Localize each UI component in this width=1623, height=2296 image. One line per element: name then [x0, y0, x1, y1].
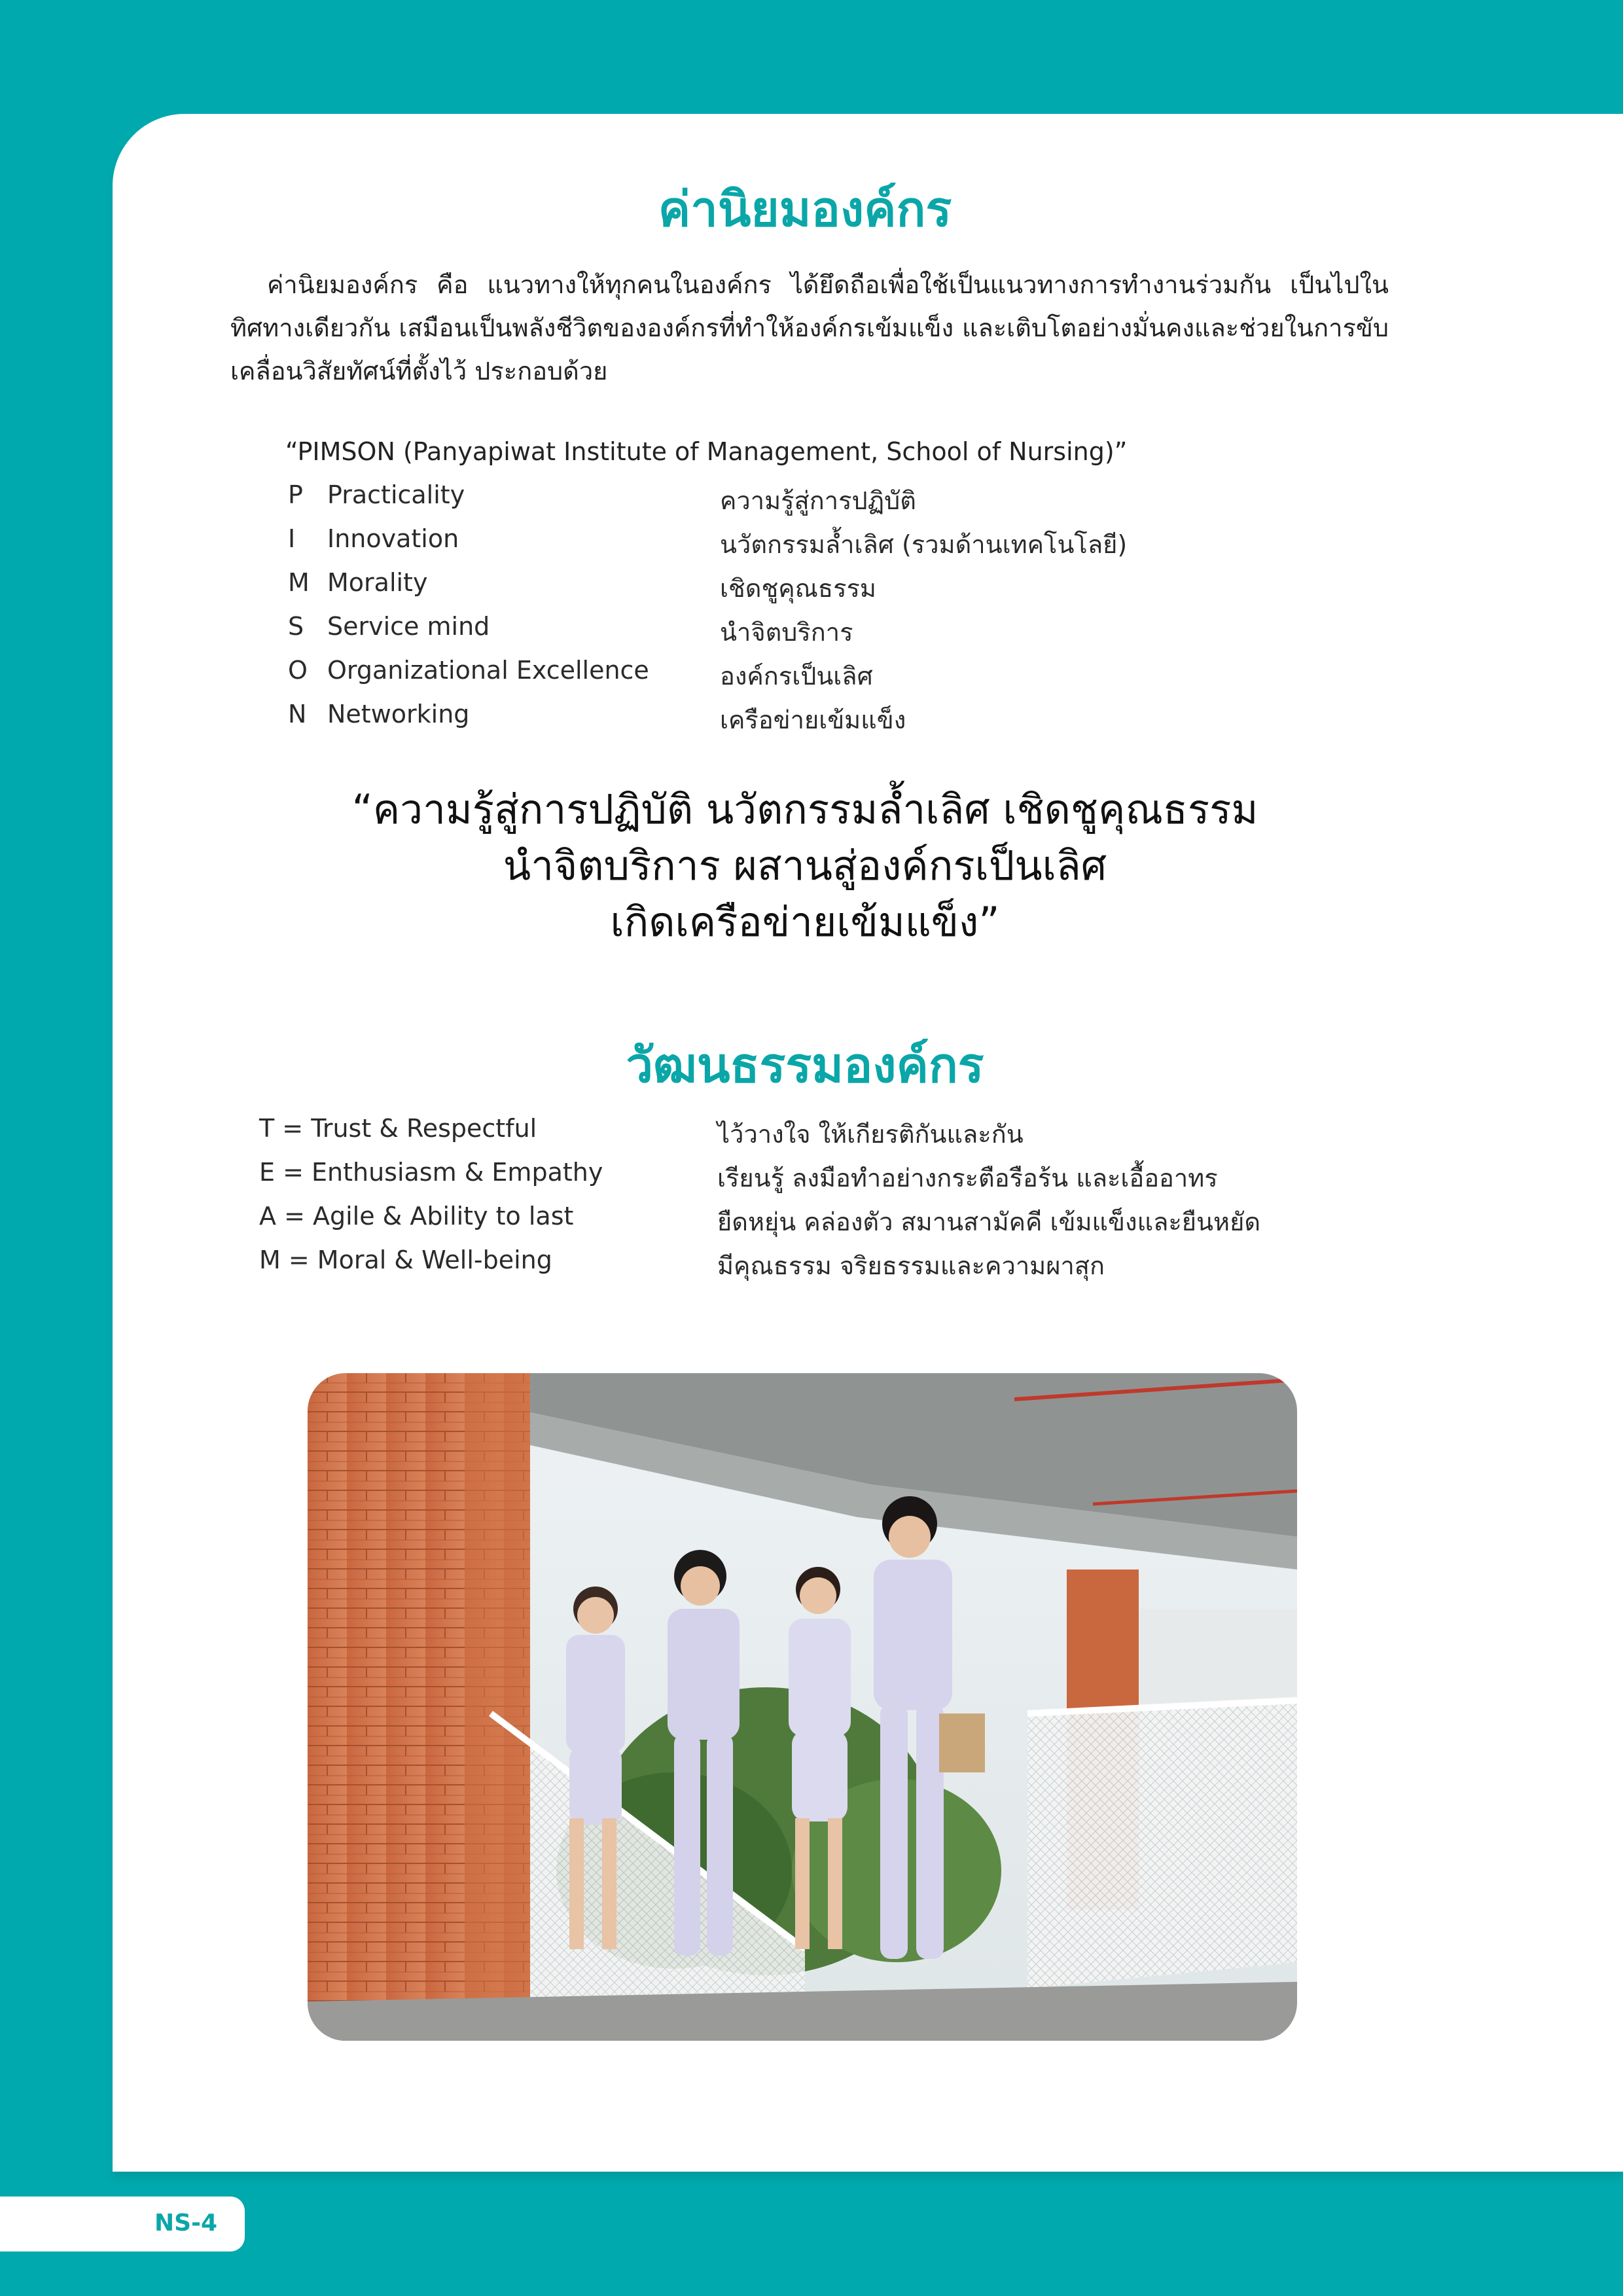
pimson-row-s — [288, 612, 1204, 656]
culture-thai: ไว้วางใจ ให้เกียรติกันและกัน — [717, 1120, 1024, 1149]
pimson-term: Organizational Excellence — [327, 656, 649, 685]
culture-row-t — [259, 1114, 1306, 1158]
pimson-term: Innovation — [327, 524, 459, 553]
pimson-thai: ความรู้สู่การปฏิบัติ — [720, 486, 916, 515]
pimson-thai: นำจิตบริการ — [720, 618, 853, 647]
pimson-thai: นวัตกรรมล้ำเลิศ (รวมด้านเทคโนโลยี) — [720, 530, 1128, 559]
culture-term: M = Moral & Well-being — [259, 1246, 552, 1274]
values-intro-paragraph: ค่านิยมองค์กร คือ แนวทางให้ทุกคนในองค์กร ได้ยึดถือเพื่อใช้เป็นแนวทางการทำงานร่วมกัน เป็นไปในทิศทางเดียวกัน เสมือนเป็นพลังชีวิตขององค์กรที่ทำให้องค์กรเข้มแข็ง และเติบโตอย่างมั่นคงและช่วยในการขับเคลื่อนวิสัยทัศน์ที่ตั้งไว้ ประกอบด้วย — [230, 270, 1389, 386]
pimson-term: Morality — [327, 568, 428, 597]
culture-row-e — [259, 1158, 1306, 1202]
motto-line: เกิดเครือข่ายเข้มแข็ง” — [610, 898, 1000, 946]
pimson-row-m — [288, 568, 1204, 612]
culture-thai: ยืดหยุ่น คล่องตัว สมานสามัคคี เข้มแข็งและยืนหยัด — [717, 1208, 1261, 1236]
culture-list — [259, 1114, 1306, 1289]
pimson-letter: I — [288, 524, 296, 553]
motto-line: นำจิตบริการ ผสานสู่องค์กรเป็นเลิศ — [503, 842, 1107, 889]
page-number: NS-4 — [154, 2210, 218, 2236]
pimson-term: Networking — [327, 700, 470, 728]
pimson-row-i — [288, 524, 1204, 568]
pimson-letter: M — [288, 568, 310, 597]
pimson-term: Service mind — [327, 612, 490, 641]
pimson-thai: องค์กรเป็นเลิศ — [720, 662, 873, 691]
pimson-thai: เครือข่ายเข้มแข็ง — [720, 706, 906, 734]
pimson-letter: O — [288, 656, 308, 685]
pimson-heading: “PIMSON (Panyapiwat Institute of Management, School of Nursing)” — [285, 437, 1128, 466]
culture-title: วัฒนธรรมองค์กร — [626, 1037, 984, 1094]
culture-term: T = Trust & Respectful — [259, 1114, 537, 1143]
pimson-term: Practicality — [327, 480, 465, 509]
photo-illustration — [308, 1373, 1297, 2041]
pimson-letter: N — [288, 700, 307, 728]
pimson-letter: S — [288, 612, 304, 641]
pimson-row-p — [288, 480, 1204, 524]
values-motto — [0, 781, 1610, 950]
pimson-row-o — [288, 656, 1204, 700]
culture-term: E = Enthusiasm & Empathy — [259, 1158, 603, 1187]
pimson-list — [288, 480, 1204, 744]
pimson-row-n — [288, 700, 1204, 744]
nursing-students-photo — [308, 1373, 1297, 2041]
motto-line: “ความรู้สู่การปฏิบัติ นวัตกรรมล้ำเลิศ เชิดชูคุณธรรม — [351, 785, 1258, 833]
culture-thai: เรียนรู้ ลงมือทำอย่างกระตือรือร้น และเอื้ออาทร — [717, 1164, 1218, 1193]
culture-term: A = Agile & Ability to last — [259, 1202, 574, 1230]
values-title: ค่านิยมองค์กร — [658, 181, 952, 238]
pimson-letter: P — [288, 480, 303, 509]
culture-row-m — [259, 1246, 1306, 1289]
culture-thai: มีคุณธรรม จริยธรรมและความผาสุก — [717, 1251, 1105, 1280]
culture-row-a — [259, 1202, 1306, 1246]
pimson-thai: เชิดชูคุณธรรม — [720, 574, 876, 603]
